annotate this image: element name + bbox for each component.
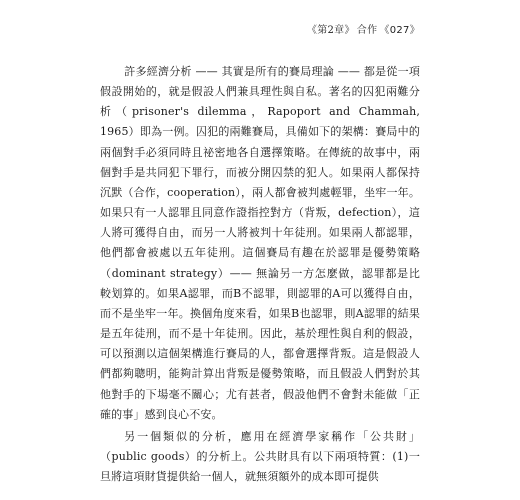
running-head [307, 21, 420, 36]
paragraph-2: 另一個類似的分析，應用在經濟學家稱作「公共財」（public goods）的分析上。公共財具有以下兩項特質：(1)一旦將這項財貨提供給一個人，就無須額外的成本即可提供 [100, 429, 420, 484]
paragraph-1: 許多經濟分析 —— 其實是所有的賽局理論 —— 都是從一項假設開始的，就是假設人們兼具理性與自私。著名的囚犯兩難分析（prisoner's dilemma，Rapoport and Chammah, 1965）即為一例。囚犯的兩難賽局，具備如下的架構：賽局中的兩個對手必須同時且祕密地各自選擇策略。在傳統的故事中，兩個對手是共同犯下罪行，而被分開囚禁的犯人。如果兩人都保持沉默（合作，cooperation），兩人都會被判處輕罪，坐牢一年。如果只有一人認罪且同意作證指控對方（背叛，defection），這人將可獲得自由，而另一人將被判十年徒刑。如果兩人都認罪，他們都會被處以五年徒刑。這個賽局有趣在於認罪是優勢策略（dominant strategy）—— 無論另一方怎麼做，認罪都是比較划算的。如果A認罪，而B不認罪，則認罪的A可以獲得自由，而不是坐牢一年。換個角度來看，如果B也認罪，則A認罪的結果是五年徒刑，而不是十年徒刑。因此，基於理性與自利的假設，可以預測以這個架構進行賽局的人，都會選擇背叛。這是假設人們都夠聰明，能夠計算出背叛是優勢策略，而且假設人們對於其他對手的下場毫不關心；尤有甚者，假設他們不會對未能做「正確的事」感到良心不安。 [100, 65, 420, 421]
chapter-label: 《第2章》 [306, 25, 355, 36]
body-text [100, 62, 420, 487]
chapter-title: 合作 [356, 25, 378, 36]
page-number: 《027》 [379, 25, 420, 36]
